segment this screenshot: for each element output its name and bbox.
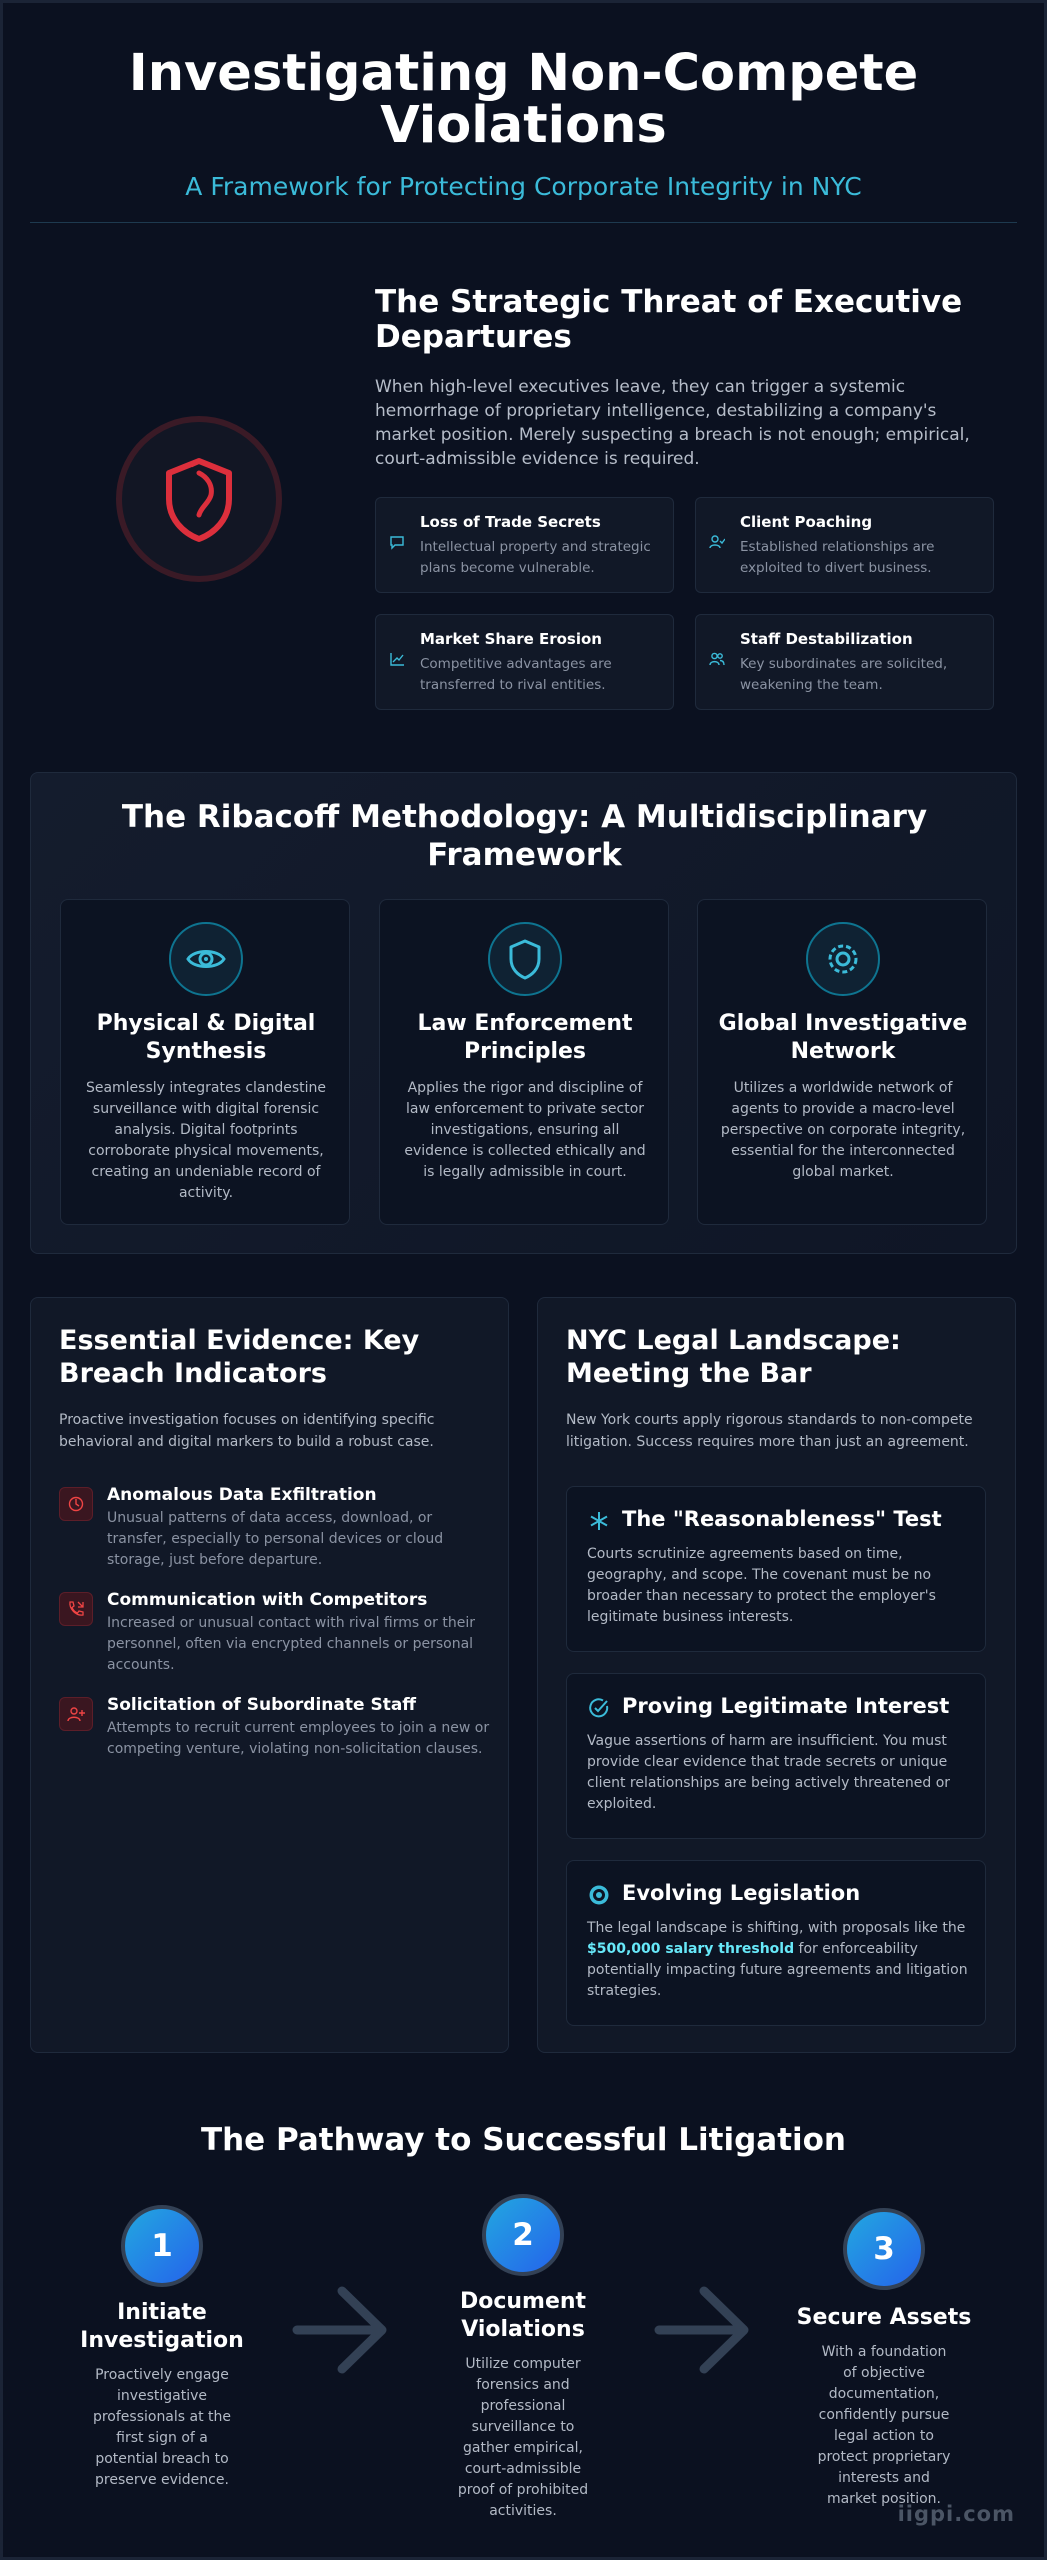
- threat-title: The Strategic Threat of Executive Departures: [375, 284, 963, 355]
- asterisk-icon: [588, 1510, 610, 1532]
- pillar-desc: Utilizes a worldwide network of agents to provide a macro-level perspective on corporate integrity, essential for the interconnected global market.: [720, 1080, 966, 1180]
- card-title: Client Poaching: [740, 513, 873, 531]
- step-number: 2: [482, 2194, 564, 2276]
- card-desc: Competitive advantages are transferred to rival entities.: [420, 656, 612, 693]
- legal-box-desc: [587, 1918, 972, 2002]
- legal-desc-after: for enforceability potentially impacting future agreements and litigation strategies.: [587, 1941, 968, 1999]
- card-desc: Key subordinates are solicited, weakening the team.: [740, 656, 948, 693]
- pillar-desc: Seamlessly integrates clandestine surveillance with digital forensic analysis. Digital footprints corroborate physical movements, creating an undeniable record of activity.: [85, 1080, 327, 1201]
- pillar-law-enforcement: [379, 899, 669, 1225]
- phone-icon: [67, 1600, 85, 1618]
- threat-card-staff: [695, 614, 994, 710]
- legal-box-title: Proving Legitimate Interest: [622, 1694, 950, 1718]
- footer-brand[interactable]: iigpi.com: [897, 2502, 1015, 2526]
- step-desc: With a foundation of objective documentation, confidently pursue legal action to protect proprietary interests and market position.: [817, 2344, 951, 2507]
- fingerprint-icon: [67, 1495, 85, 1513]
- pillar-desc: Applies the rigor and discipline of law enforcement to private sector investigations, ensuring all evidence is collected ethically and is legally admissible in court.: [404, 1080, 646, 1180]
- card-title: Staff Destabilization: [740, 630, 913, 648]
- title-line-2: Violations: [380, 96, 667, 155]
- title-line-1: Investigating Non-Compete: [128, 44, 919, 103]
- legal-box-reasonableness: [566, 1486, 986, 1652]
- shield-alert-icon: [161, 455, 237, 543]
- threat-card-market-share: [375, 614, 674, 710]
- user-plus-icon: [67, 1705, 85, 1723]
- arrow-right-icon: [292, 2283, 392, 2383]
- eye-icon: [184, 937, 228, 981]
- check-circle-icon: [588, 1697, 610, 1719]
- step-title: Document Violations: [459, 2289, 587, 2342]
- arrow-right-icon: [654, 2283, 754, 2383]
- step-desc: Utilize computer forensics and professional surveillance to gather empirical, court-admissible proof of prohibited activities.: [457, 2356, 589, 2519]
- pillar-title: Law Enforcement Principles: [417, 1011, 633, 1064]
- indicator-icon-badge: [59, 1487, 93, 1521]
- indicator-icon-badge: [59, 1697, 93, 1731]
- threat-card-client-poaching: [695, 497, 994, 593]
- pathway-title: The Pathway to Successful Litigation: [200, 2122, 847, 2158]
- methodology-title-line-2: Framework: [427, 837, 622, 873]
- threat-card-trade-secrets: [375, 497, 674, 593]
- threat-section: [375, 285, 995, 471]
- user-check-icon: [709, 534, 725, 550]
- step-title: Initiate Investigation: [80, 2300, 244, 2353]
- evidence-intro: Proactive investigation focuses on identifying specific behavioral and digital markers to build a robust case.: [59, 1412, 435, 1450]
- indicator-desc: Attempts to recruit current employees to join a new or competing venture, violating non-solicitation clauses.: [107, 1720, 490, 1757]
- indicator-title: Solicitation of Subordinate Staff: [107, 1695, 417, 1715]
- legal-box-title: The "Reasonableness" Test: [622, 1507, 942, 1531]
- legal-box-title: Evolving Legislation: [622, 1881, 861, 1905]
- indicator-title: Anomalous Data Exfiltration: [107, 1485, 377, 1505]
- legal-panel: [537, 1297, 1016, 2053]
- header-divider: [30, 222, 1017, 223]
- pillar-icon-badge: [169, 922, 243, 996]
- indicator-desc: Increased or unusual contact with rival firms or their personnel, often via encrypted channels or personal accounts.: [107, 1615, 476, 1673]
- card-desc: Intellectual property and strategic plans become vulnerable.: [420, 539, 651, 576]
- card-desc: Established relationships are exploited to divert business.: [740, 539, 935, 576]
- pillar-icon-badge: [806, 922, 880, 996]
- pillar-global-network: [697, 899, 987, 1225]
- threat-shield-badge: [116, 416, 282, 582]
- legal-box-legitimate-interest: [566, 1673, 986, 1839]
- chart-line-icon: [389, 651, 405, 667]
- step-desc: Proactively engage investigative professionals at the first sign of a potential breach to preserve evidence.: [92, 2367, 232, 2488]
- card-title: Loss of Trade Secrets: [420, 513, 601, 531]
- card-title: Market Share Erosion: [420, 630, 602, 648]
- methodology-title-line-1: The Ribacoff Methodology: A Multidisciplinary: [121, 799, 928, 835]
- legal-intro: New York courts apply rigorous standards to non-compete litigation. Success requires more than just an agreement.: [566, 1412, 973, 1450]
- evidence-title: Essential Evidence: Key Breach Indicators: [59, 1325, 420, 1389]
- legal-title: NYC Legal Landscape: Meeting the Bar: [566, 1325, 901, 1389]
- indicator-desc: Unusual patterns of data access, download, or transfer, especially to personal devices or cloud storage, just before departure.: [107, 1510, 444, 1568]
- page-subtitle: A Framework for Protecting Corporate Integrity in NYC: [185, 172, 862, 201]
- step-number: 3: [843, 2208, 925, 2290]
- salary-threshold-highlight: $500,000 salary threshold: [587, 1941, 795, 1957]
- target-icon: [588, 1884, 610, 1906]
- page-title: [30, 44, 1017, 155]
- legal-desc-before: The legal landscape is shifting, with proposals like the: [587, 1920, 966, 1936]
- pillar-title: Global Investigative Network: [718, 1011, 968, 1064]
- threat-text: When high-level executives leave, they can trigger a systemic hemorrhage of proprietary intelligence, destabilizing a company's market position. Merely suspecting a breach is not enough; empirical, court-admissible evidence is required.: [375, 377, 970, 469]
- header: [30, 44, 1017, 201]
- pillar-physical-digital: [60, 899, 350, 1225]
- evidence-panel: [30, 1297, 509, 2053]
- methodology-section: [30, 772, 1017, 1254]
- legal-box-desc: Vague assertions of harm are insufficient. You must provide clear evidence that trade secrets or unique client relationships are being actively threatened or exploited.: [587, 1733, 951, 1812]
- pillar-icon-badge: [488, 922, 562, 996]
- pillar-title: Physical & Digital Synthesis: [96, 1011, 316, 1064]
- users-icon: [709, 651, 725, 667]
- gear-icon: [821, 937, 865, 981]
- step-title: Secure Assets: [796, 2305, 972, 2330]
- legal-box-desc: Courts scrutinize agreements based on time, geography, and scope. The covenant must be no broader than necessary to protect the employer's legitimate business interests.: [587, 1546, 936, 1625]
- methodology-title: [31, 798, 1018, 874]
- indicator-title: Communication with Competitors: [107, 1590, 428, 1610]
- chat-icon: [389, 534, 405, 550]
- legal-box-evolving-legislation: [566, 1860, 986, 2026]
- shield-icon: [505, 937, 545, 981]
- step-number: 1: [121, 2205, 203, 2287]
- indicator-icon-badge: [59, 1592, 93, 1626]
